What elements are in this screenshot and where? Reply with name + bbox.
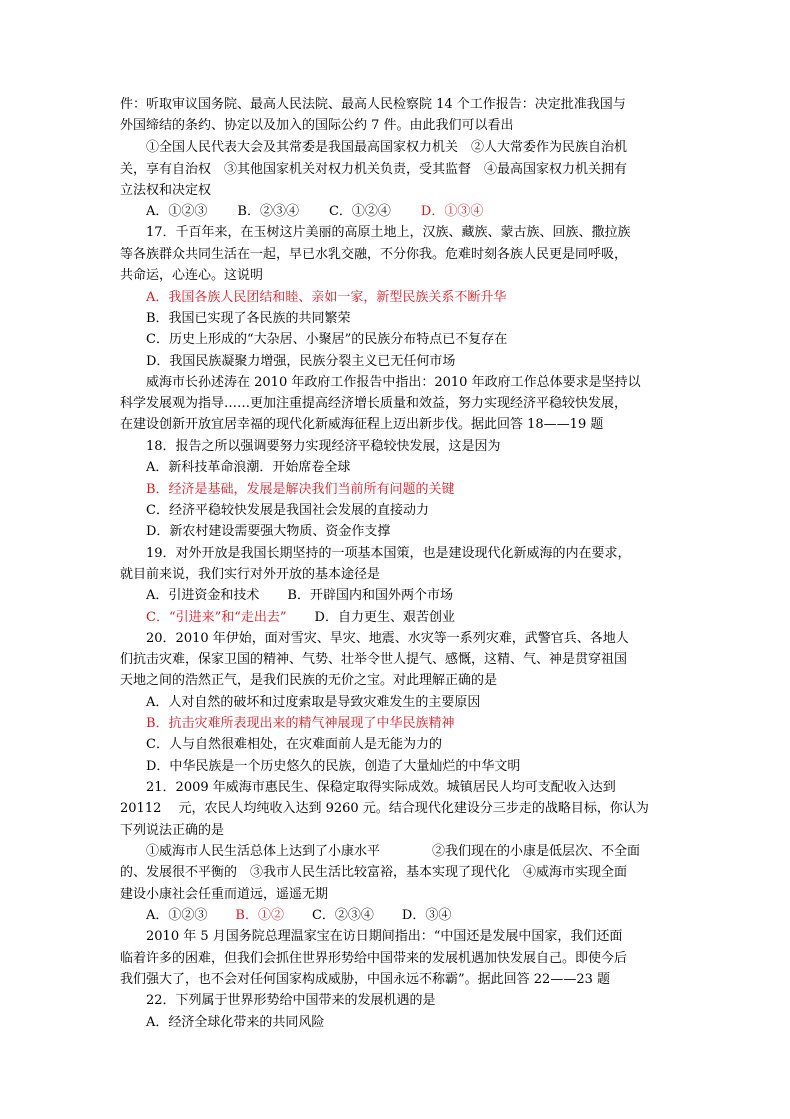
text-line: 20112 元，农民人均纯收入达到 9260 元。结合现代化建设分三步走的战略目标，你认为 xyxy=(120,801,649,816)
choice-a: A．①②③ xyxy=(146,204,208,219)
text-line: 外国缔结的条约、协定以及加入的国际公约 7 件。由此我们可以看出 xyxy=(120,118,514,133)
choice-c: C．②③④ xyxy=(311,908,374,923)
choice-a: A．新科技革命浪潮．开始席卷全球 xyxy=(146,460,351,475)
choice-b-answer: B．①② xyxy=(235,908,284,923)
choice-a: A．引进资金和技术 xyxy=(146,588,260,603)
choice-b: B．②③④ xyxy=(237,204,299,219)
choice-a-answer: A．我国各族人民团结和睦、亲如一家，新型民族关系不断升华 xyxy=(146,290,507,305)
choice-d: D．中华民族是一个历史悠久的民族，创造了大量灿烂的中华文明 xyxy=(146,759,521,774)
choice-d: D．新农村建设需要强大物质、资金作支撑 xyxy=(146,524,391,539)
question-22: 22．下列属于世界形势给中国带来的发展机遇的是 xyxy=(146,993,436,1008)
choice-row xyxy=(146,607,455,628)
choice-c: C．①②④ xyxy=(328,204,391,219)
text-line: 在建设创新开放宜居幸福的现代化新威海征程上迈出新步伐。据此回答 18——19 题 xyxy=(120,417,604,432)
text-line: 临着许多的困难，但我们会抓住世界形势给中国带来的发展机遇加快发展自己。即使今后 xyxy=(120,951,628,966)
choice-b: B．我国已实现了各民族的共同繁荣 xyxy=(146,311,351,326)
choice-c-answer: C．“引进来”和“走出去” xyxy=(146,610,287,625)
choice-d-answer: D．①③④ xyxy=(420,204,484,219)
choice-b: B．开辟国内和国外两个市场 xyxy=(287,588,453,603)
question-17: 17．千百年来，在玉树这片美丽的高原土地上，汉族、藏族、蒙古族、回族、撒拉族 xyxy=(146,225,631,240)
choice-row xyxy=(146,905,451,926)
choice-row xyxy=(146,585,453,606)
question-19: 19．对外开放是我国长期坚持的一项基本国策，也是建设现代化新威海的内在要求， xyxy=(146,546,631,561)
text-line: 等各族群众共同生活在一起，早已水乳交融，不分你我。危难时刻各族人民更是同呼吸， xyxy=(120,247,628,262)
text-line: 下列说法正确的是 xyxy=(120,823,225,838)
text-line: ①威海市人民生活总体上达到了小康水平 ②我们现在的小康是低层次、不全面 xyxy=(146,844,641,859)
text-line: 就目前来说，我们实行对外开放的基本途径是 xyxy=(120,567,381,582)
text-line: 威海市长孙述涛在 2010 年政府工作报告中指出：2010 年政府工作总体要求是坚持以 xyxy=(146,375,641,390)
choice-b-answer: B．经济是基础，发展是解决我们当前所有问题的关键 xyxy=(146,482,455,497)
text-line: 的、发展很不平衡的 ③我市人民生活比较富裕，基本实现了现代化 ④威海市实现全面 xyxy=(120,865,628,880)
choice-c: C．人与自然很难相处，在灾难面前人是无能为力的 xyxy=(146,737,442,752)
text-line: 建设小康社会任重而道远，遥遥无期 xyxy=(120,887,329,902)
text-line: 我们强大了，也不会对任何国家构成威胁，中国永远不称霸”。据此回答 22——23 题 xyxy=(120,972,610,987)
text-line: ①全国人民代表大会及其常委是我国最高国家权力机关 ②人大常委作为民族自治机 xyxy=(146,140,628,155)
text-line: 共命运，心连心。这说明 xyxy=(120,268,264,283)
text-line: 们抗击灾难，保家卫国的精神、气势、壮举令世人提气、感慨，这精、气、神是贯穿祖国 xyxy=(120,652,628,667)
choice-b-answer: B．抗击灾难所表现出来的精气神展现了中华民族精神 xyxy=(146,716,455,731)
text-line: 科学发展观为指导……更加注重提高经济增长质量和效益，努力实现经济平稳较快发展， xyxy=(120,396,628,411)
text-line: 天地之间的浩然正气，是我们民族的无价之宝。对此理解正确的是 xyxy=(120,673,498,688)
text-line: 关，享有自治权 ③其他国家机关对权力机关负责，受其监督 ④最高国家权力机关拥有 xyxy=(120,162,628,177)
text-line: 立法权和决定权 xyxy=(120,183,212,198)
choice-c: C．经济平稳较快发展是我国社会发展的直接动力 xyxy=(146,503,429,518)
choice-a: A．①②③ xyxy=(146,908,208,923)
choice-d: D．自力更生、艰苦创业 xyxy=(314,610,455,625)
choice-c: C．历史上形成的“大杂居、小聚居”的民族分布特点已不复存在 xyxy=(146,332,508,347)
question-20: 20．2010 年伊始，面对雪灾、旱灾、地震、水灾等一系列灾难，武警官兵、各地人 xyxy=(146,631,629,646)
choice-row xyxy=(146,201,483,222)
text-line: 2010 年 5 月国务院总理温家宝在访日期间指出：“中国还是发展中国家，我们还面 xyxy=(146,929,623,944)
choice-a: A．人对自然的破坏和过度索取是导致灾难发生的主要原因 xyxy=(146,695,481,710)
text-line: 件：听取审议国务院、最高人民法院、最高人民检察院 14 个工作报告：决定批准我国与 xyxy=(120,97,626,112)
choice-d: D．我国民族凝聚力增强，民族分裂主义已无任何市场 xyxy=(146,354,456,369)
question-21: 21．2009 年威海市惠民生、保稳定取得实际成效。城镇居民人均可支配收入达到 xyxy=(146,780,616,795)
question-18: 18．报告之所以强调要努力实现经济平稳较快发展，这是因为 xyxy=(146,439,501,454)
choice-d: D．③④ xyxy=(401,908,452,923)
choice-a: A．经济全球化带来的共同风险 xyxy=(146,1015,325,1030)
